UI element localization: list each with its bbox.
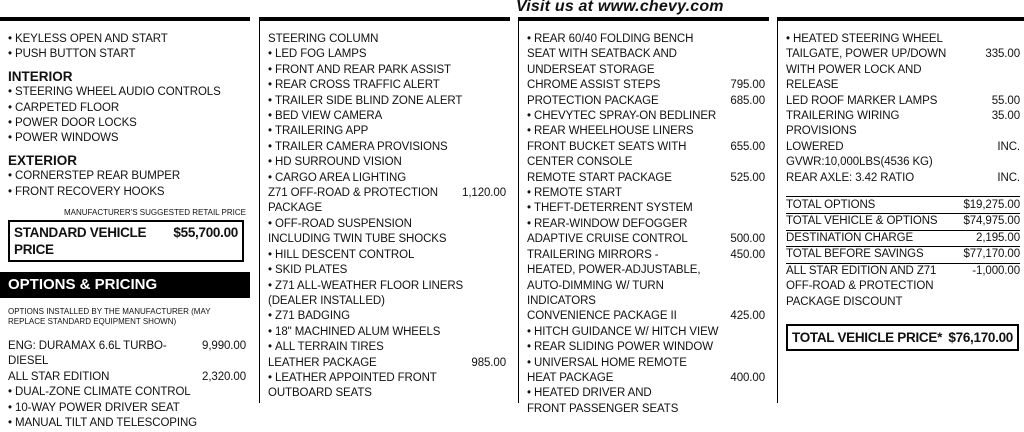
list-item: • MANUAL TILT AND TELESCOPING — [8, 416, 246, 431]
option-label: FRONT BUCKET SEATS WITH CENTER CONSOLE — [527, 140, 687, 169]
list-item: • BED VIEW CAMERA — [268, 109, 506, 124]
list-item: • CARGO AREA LIGHTING — [268, 171, 506, 186]
list-item: • ALL TERRAIN TIRES — [268, 340, 506, 355]
totals-table — [786, 196, 1020, 310]
option-label: Z71 OFF-ROAD & PROTECTION PACKAGE — [268, 187, 439, 215]
total-label: TOTAL OPTIONS — [786, 199, 876, 212]
option-row — [786, 47, 1020, 93]
option-label: LEATHER PACKAGE — [268, 356, 377, 369]
list-item: • Z71 ALL-WEATHER FLOOR LINERS (DEALER INSTALLED) — [268, 279, 483, 310]
option-label: TRAILERING MIRRORS - HEATED, POWER-ADJUSTABLE, AUTO-DIMMING W/ TURN INDICATORS — [527, 248, 701, 307]
list-item: • Z71 BADGING — [268, 309, 506, 324]
option-row — [268, 186, 506, 217]
option-row — [527, 78, 765, 93]
total-value: -1,000.00 — [972, 264, 1020, 277]
list-item: • POWER WINDOWS — [8, 131, 246, 146]
total-value: $74,975.00 — [963, 215, 1020, 228]
column-totals — [777, 17, 1024, 403]
option-row — [786, 94, 1020, 109]
option-price: INC. — [997, 171, 1020, 184]
total-vehicle-price-value: $76,170.00 — [948, 329, 1013, 345]
total-label: TOTAL VEHICLE & OPTIONS — [786, 215, 938, 228]
list-item: • TRAILERING APP — [268, 124, 506, 139]
option-label: CONVENIENCE PACKAGE II — [527, 310, 677, 323]
option-price: 335.00 — [985, 48, 1020, 61]
list-item: • REAR WHEELHOUSE LINERS — [527, 124, 765, 139]
interior-heading: INTERIOR — [8, 68, 73, 84]
list-item: • STEERING WHEEL AUDIO CONTROLS — [8, 85, 246, 100]
list-item: • CORNERSTEP REAR BUMPER — [8, 169, 246, 184]
total-label: ALL STAR EDITION AND Z71 OFF-ROAD & PROTECTION PACKAGE DISCOUNT — [786, 264, 937, 308]
list-item: • UNIVERSAL HOME REMOTE — [527, 356, 765, 371]
option-price: 400.00 — [730, 371, 765, 384]
option-price: 985.00 — [471, 356, 506, 369]
option-row — [786, 109, 1020, 140]
msrp-caption: MANUFACTURER'S SUGGESTED RETAIL PRICE — [64, 208, 246, 218]
standard-price-box — [8, 220, 244, 262]
option-row — [786, 171, 1020, 186]
total-value: $19,275.00 — [963, 199, 1020, 212]
total-value: 2,195.00 — [976, 231, 1020, 244]
option-label: ALL STAR EDITION — [8, 370, 110, 383]
list-item: • CHEVYTEC SPRAY-ON BEDLINER — [527, 109, 765, 124]
total-row — [786, 198, 1020, 214]
list-item: • FRONT RECOVERY HOOKS — [8, 185, 246, 200]
list-item: • KEYLESS OPEN AND START — [8, 32, 246, 47]
option-price: 685.00 — [730, 94, 765, 107]
list-item: • LEATHER APPOINTED FRONT OUTBOARD SEATS — [268, 371, 443, 402]
list-item: • CARPETED FLOOR — [8, 101, 246, 116]
option-label: REMOTE START PACKAGE — [527, 171, 672, 184]
column-standard-equipment — [0, 17, 250, 430]
total-value: $77,170.00 — [963, 248, 1020, 261]
list-item: • THEFT-DETERRENT SYSTEM — [527, 201, 765, 216]
option-label: CHROME ASSIST STEPS — [527, 79, 661, 92]
option-price: 425.00 — [730, 310, 765, 323]
standard-price-value: $55,700.00 — [173, 225, 238, 241]
list-item: • HD SURROUND VISION — [268, 155, 506, 170]
list-item: • HEATED DRIVER AND FRONT PASSENGER SEATS — [527, 386, 687, 417]
option-row — [527, 140, 765, 171]
option-price: INC. — [997, 140, 1020, 153]
option-row — [527, 248, 765, 310]
list-item: • REAR-WINDOW DEFOGGER — [527, 217, 765, 232]
option-price: 55.00 — [991, 94, 1020, 107]
total-row — [786, 214, 1020, 230]
list-item: • TRAILER SIDE BLIND ZONE ALERT — [268, 94, 506, 109]
list-item: • OFF-ROAD SUSPENSION INCLUDING TWIN TUBE SHOCKS — [268, 217, 463, 248]
option-price: 655.00 — [730, 140, 765, 153]
option-price: 2,320.00 — [202, 370, 246, 383]
total-row — [786, 247, 1020, 263]
list-item: • REAR 60/40 FOLDING BENCH SEAT WITH SEATBACK AND UNDERSEAT STORAGE — [527, 32, 707, 78]
list-item: • POWER DOOR LOCKS — [8, 116, 246, 131]
option-price: 450.00 — [730, 248, 765, 261]
list-item: • TRAILER CAMERA PROVISIONS — [268, 140, 506, 155]
option-label: LOWERED GVWR:10,000LBS(4536 KG) — [786, 140, 933, 169]
list-item: • HEATED STEERING WHEEL — [786, 32, 1020, 47]
option-price: 1,120.00 — [462, 187, 506, 200]
list-item: • SKID PLATES — [268, 263, 506, 278]
options-heading: OPTIONS & PRICING — [0, 272, 250, 298]
website-banner: Visit us at www.chevy.com — [516, 0, 724, 15]
option-row — [786, 140, 1020, 171]
option-price: 9,990.00 — [202, 340, 246, 353]
list-item: • FRONT AND REAR PARK ASSIST — [268, 63, 506, 78]
standard-price-label: STANDARD VEHICLE PRICE — [14, 225, 147, 258]
total-label: DESTINATION CHARGE — [786, 231, 914, 244]
option-price: 35.00 — [991, 110, 1020, 123]
option-row — [8, 339, 246, 370]
option-label: ENG: DURAMAX 6.6L TURBO-DIESEL — [8, 340, 167, 368]
list-item: STEERING COLUMN — [268, 33, 379, 45]
option-row — [268, 356, 506, 371]
list-item: • REAR CROSS TRAFFIC ALERT — [268, 78, 506, 93]
option-row — [527, 371, 765, 386]
option-price: 795.00 — [730, 79, 765, 92]
column-options-2 — [259, 17, 510, 403]
exterior-heading: EXTERIOR — [8, 152, 78, 168]
total-row — [786, 264, 1020, 310]
total-vehicle-price-label: TOTAL VEHICLE PRICE* — [792, 329, 943, 345]
list-item: • 10-WAY POWER DRIVER SEAT — [8, 401, 246, 416]
total-row — [786, 231, 1020, 247]
option-row — [527, 309, 765, 324]
option-label: LED ROOF MARKER LAMPS — [786, 94, 938, 107]
option-label: HEAT PACKAGE — [527, 371, 614, 384]
options-note: OPTIONS INSTALLED BY THE MANUFACTURER (MAY REPLACE STANDARD EQUIPMENT SHOWN) — [8, 307, 211, 327]
option-label: ADAPTIVE CRUISE CONTROL — [527, 233, 688, 246]
option-row — [527, 94, 765, 109]
option-row — [8, 370, 246, 385]
option-row — [527, 232, 765, 247]
option-label: TAILGATE, POWER UP/DOWN WITH POWER LOCK AND RELEASE — [786, 48, 947, 92]
list-item: • PUSH BUTTON START — [8, 47, 246, 62]
list-item: • 18" MACHINED ALUM WHEELS — [268, 325, 506, 340]
option-price: 500.00 — [730, 233, 765, 246]
list-item: • HITCH GUIDANCE W/ HITCH VIEW — [527, 325, 765, 340]
option-label: PROTECTION PACKAGE — [527, 94, 659, 107]
list-item: • LED FOG LAMPS — [268, 47, 506, 62]
option-label: REAR AXLE: 3.42 RATIO — [786, 171, 915, 184]
total-vehicle-price-box — [786, 324, 1019, 351]
option-label: TRAILERING WIRING PROVISIONS — [786, 110, 900, 138]
list-item: • HILL DESCENT CONTROL — [268, 248, 506, 263]
list-item: • REAR SLIDING POWER WINDOW — [527, 340, 765, 355]
total-label: TOTAL BEFORE SAVINGS — [786, 248, 924, 261]
list-item: • REMOTE START — [527, 186, 765, 201]
column-options-3 — [518, 17, 769, 415]
option-row — [527, 171, 765, 186]
option-price: 525.00 — [730, 171, 765, 184]
list-item: • DUAL-ZONE CLIMATE CONTROL — [8, 385, 246, 400]
